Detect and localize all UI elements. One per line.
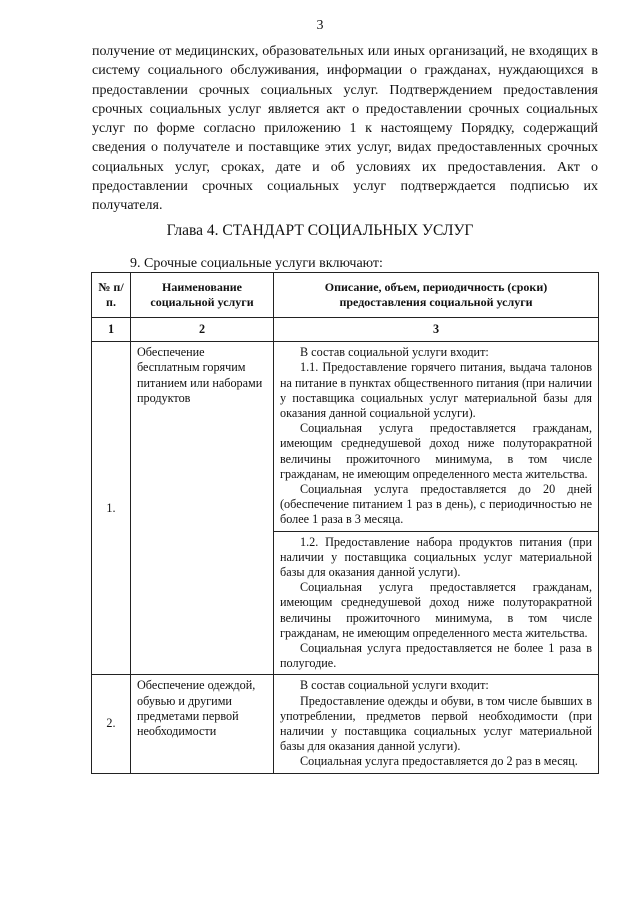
service-description: [274, 531, 599, 675]
column-number: 2: [131, 318, 274, 342]
column-number: 3: [274, 318, 599, 342]
description-paragraph: Предоставление одежды и обуви, в том числе бывших в употреблении, предметов первой необходимости (при наличии у поставщика социальных услуг материальной базы для оказания данной услуги).: [280, 693, 592, 754]
description-paragraph: Социальная услуга предоставляется не более 1 раза в полугодие.: [280, 641, 592, 671]
description-paragraph: Социальная услуга предоставляется до 2 раз в месяц.: [300, 754, 578, 769]
page-number: 3: [316, 18, 324, 33]
service-description: [274, 675, 599, 773]
header-service-name: Наименование социальной услуги: [131, 273, 274, 318]
chapter-title: Глава 4. СТАНДАРТ СОЦИАЛЬНЫХ УСЛУГ: [166, 222, 474, 239]
table-header-row: [92, 273, 599, 318]
description-paragraph: 1.2. Предоставление набора продуктов питания (при наличии у поставщика социальных услуг материальной базы для оказания данной услуги).: [280, 534, 592, 580]
service-description: [274, 342, 599, 531]
column-numbers-row: [92, 318, 599, 342]
description-paragraph: Социальная услуга предоставляется гражданам, имеющим среднедушевой доход ниже полуторакратной величины прожиточного минимума, в том числе гражданам, не имеющим определенного места жительства.: [280, 580, 592, 640]
table-row: [92, 342, 599, 531]
section-lead: 9. Срочные социальные услуги включают:: [130, 256, 383, 271]
table-row: [92, 675, 599, 773]
description-paragraph: Социальная услуга предоставляется гражданам, имеющим среднедушевой доход ниже полуторакратной величины прожиточного минимума, в том числе гражданам, не имеющим определенного места жительства.: [280, 421, 592, 481]
description-paragraph: Социальная услуга предоставляется до 20 дней (обеспечение питанием 1 раз в день), с периодичностью не более 1 раза в 3 месяца.: [280, 482, 592, 527]
intro-text: [92, 42, 598, 216]
row-number: 1.: [92, 342, 131, 675]
header-number: № п/п.: [92, 273, 131, 318]
header-description: Описание, объем, периодичность (сроки) предоставления социальной услуги: [274, 273, 599, 318]
description-paragraph: В состав социальной услуги входит:: [300, 678, 489, 693]
row-number: 2.: [92, 675, 131, 773]
description-paragraph: 1.1. Предоставление горячего питания, выдача талонов на питание в пунктах общественного питания (при наличии у поставщика социальных услуг материальной базы для оказания данной социальной услуги).: [280, 360, 593, 421]
column-number: 1: [92, 318, 131, 342]
description-paragraph: В состав социальной услуги входит:: [300, 345, 489, 360]
service-name: Обеспечение одеждой, обувью и другими предметами первой необходимости: [131, 675, 274, 773]
service-name: Обеспечение бесплатным горячим питанием или наборами продуктов: [131, 342, 274, 675]
services-table: [91, 272, 599, 774]
intro-paragraph: получение от медицинских, образовательных или иных организаций, не входящих в систему социального обслуживания, информации о гражданах, нуждающихся в предоставлении срочных социальных услуг. Подтверждением предоставления срочных социальных услуг является акт о предоставлении срочных социальных услуг по форме согласно приложению 1 к настоящему Порядку, содержащий сведения о получателе и поставщике этих услуг, видах предоставленных срочных социальных услуг, сроках, дате и об условиях их предоставления. Акт о предоставлении срочных социальных услуг подтверждается подписью их получателя.: [92, 44, 598, 214]
